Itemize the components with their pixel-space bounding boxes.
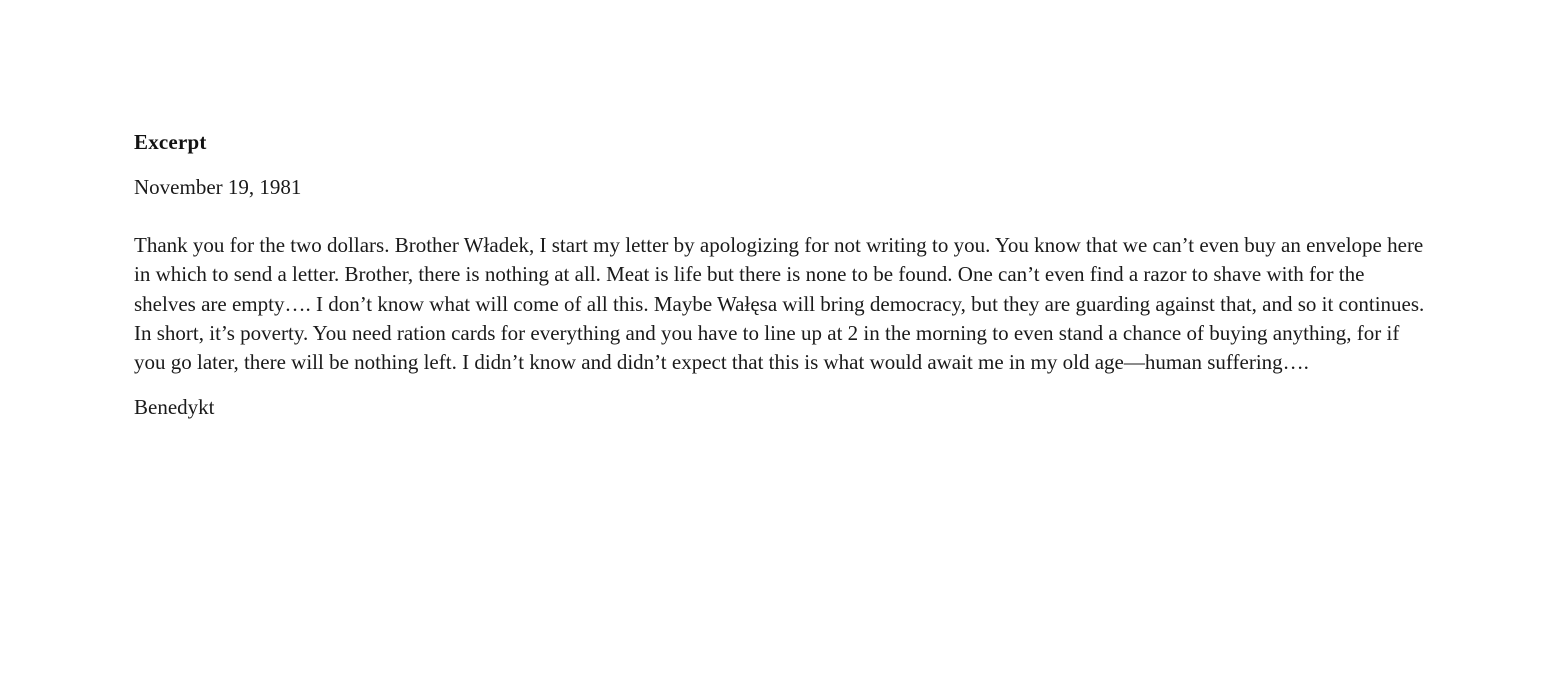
- signature-line: Benedykt: [134, 395, 215, 420]
- page-title: Excerpt: [134, 130, 207, 154]
- excerpt-body-text: Thank you for the two dollars. Brother Władek, I start my letter by apologizing for not writing to you. You know that we can’t even buy an envelope here in which to send a letter. Brother, there is nothing at all. Meat is life but there is none to be found. One can’t even find a razor to shave with for the shelves are empty…. I don’t know what will come of all this. Maybe Wałęsa will bring democracy, but they are guarding against that, and so it continues. In short, it’s poverty. You need ration cards for everything and you have to line up at 2 in the morning to even stand a chance of buying anything, for if you go later, there will be nothing left. I didn’t know and didn’t expect that this is what would await me in my old age—human suffering….: [134, 233, 1425, 375]
- document-content: [134, 128, 1434, 421]
- document-date: November 19, 1981: [134, 175, 302, 199]
